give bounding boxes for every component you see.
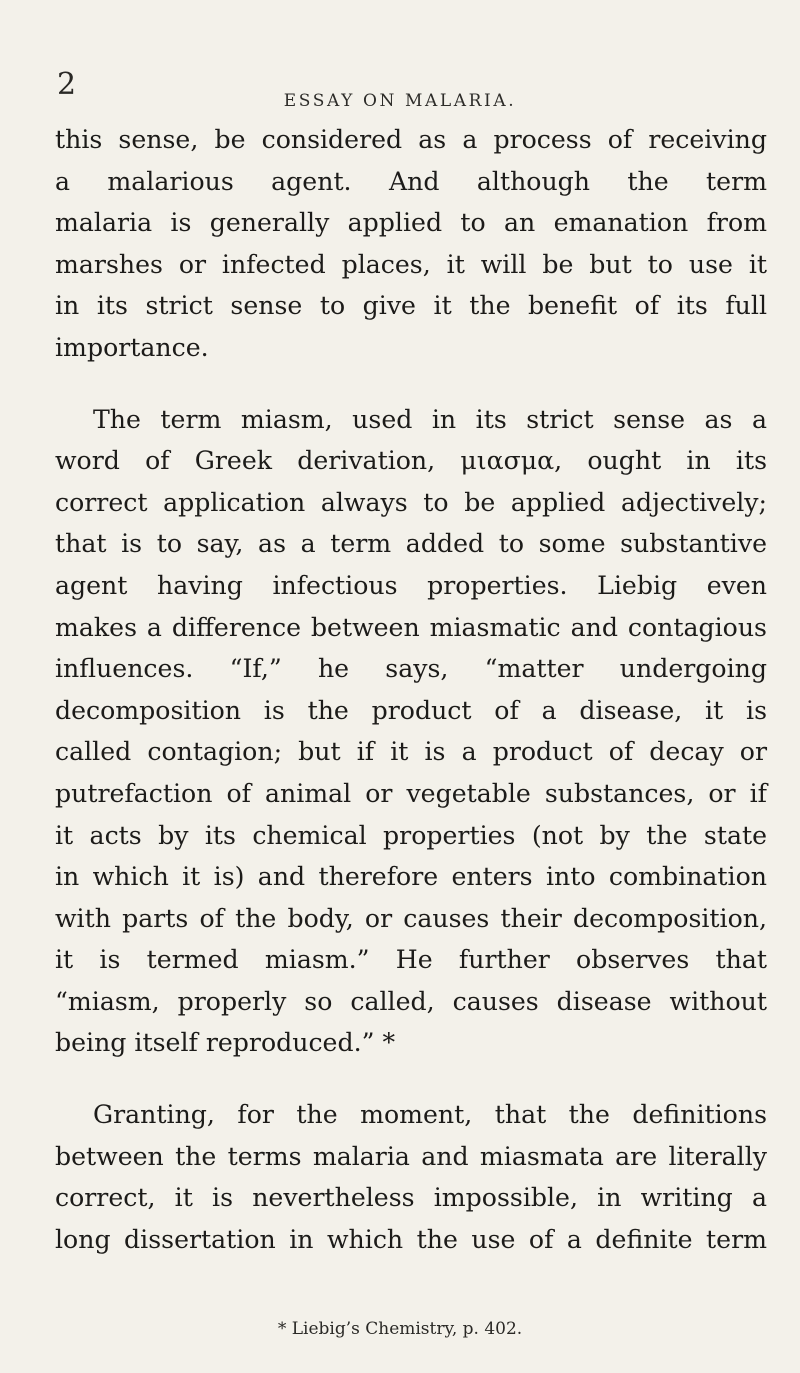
text-line: “miasm, properly so called, causes disease without	[55, 986, 767, 1016]
paragraph-gap	[55, 369, 767, 399]
text-line: it is termed miasm.” He further observes that	[55, 945, 767, 975]
text-line: this sense, be considered as a process of receiving	[55, 125, 767, 154]
text-line: decomposition is the product of a disease, it is	[55, 695, 767, 725]
text-line: with parts of the body, or causes their decomposition,	[55, 903, 767, 933]
page-number: 2	[57, 67, 77, 102]
text-line: in its strict sense to give it the benefit of its full	[55, 291, 767, 321]
text-line: being itself reproduced.” *	[55, 1028, 396, 1058]
text-line: malaria is generally applied to an emanation from	[55, 208, 767, 238]
paragraph-gap	[55, 1064, 767, 1094]
text-line: correct application always to be applied adjectively;	[55, 487, 767, 517]
text-line: that is to say, as a term added to some substantive	[55, 529, 767, 559]
text-line: marshes or infected places, it will be but to use it	[55, 249, 767, 279]
text-line: called contagion; but if it is a product of decay or	[55, 737, 767, 767]
text-line: agent having infectious properties. Liebig even	[55, 570, 767, 600]
text-line: between the terms malaria and miasmata are literally	[55, 1141, 767, 1171]
text-line: in which it is) and therefore enters into combination	[55, 862, 767, 892]
text-line: it acts by its chemical properties (not by the state	[55, 820, 767, 850]
text-line: correct, it is nevertheless impossible, in writing a	[55, 1183, 767, 1213]
paragraph-3	[55, 1094, 767, 1260]
text-line: importance.	[55, 332, 209, 362]
paragraph-1	[55, 119, 767, 369]
text-line: putrefaction of animal or vegetable substances, or if	[55, 778, 767, 808]
text-line: long dissertation in which the use of a definite term	[55, 1224, 767, 1254]
text-line: influences. “If,” he says, “matter undergoing	[55, 654, 767, 684]
footnote: * Liebig’s Chemistry, p. 402.	[277, 1319, 523, 1339]
text-line: Granting, for the moment, that the definitions	[93, 1100, 767, 1130]
paragraph-2	[55, 399, 767, 1065]
body-text	[55, 119, 767, 1260]
text-line: word of Greek derivation, μιασμα, ought in its	[55, 446, 767, 476]
text-line: a malarious agent. And although the term	[55, 166, 767, 196]
text-line: The term miasm, used in its strict sense as a	[93, 404, 767, 434]
text-line: makes a difference between miasmatic and contagious	[55, 612, 767, 642]
running-title: ESSAY ON MALARIA.	[283, 91, 517, 111]
